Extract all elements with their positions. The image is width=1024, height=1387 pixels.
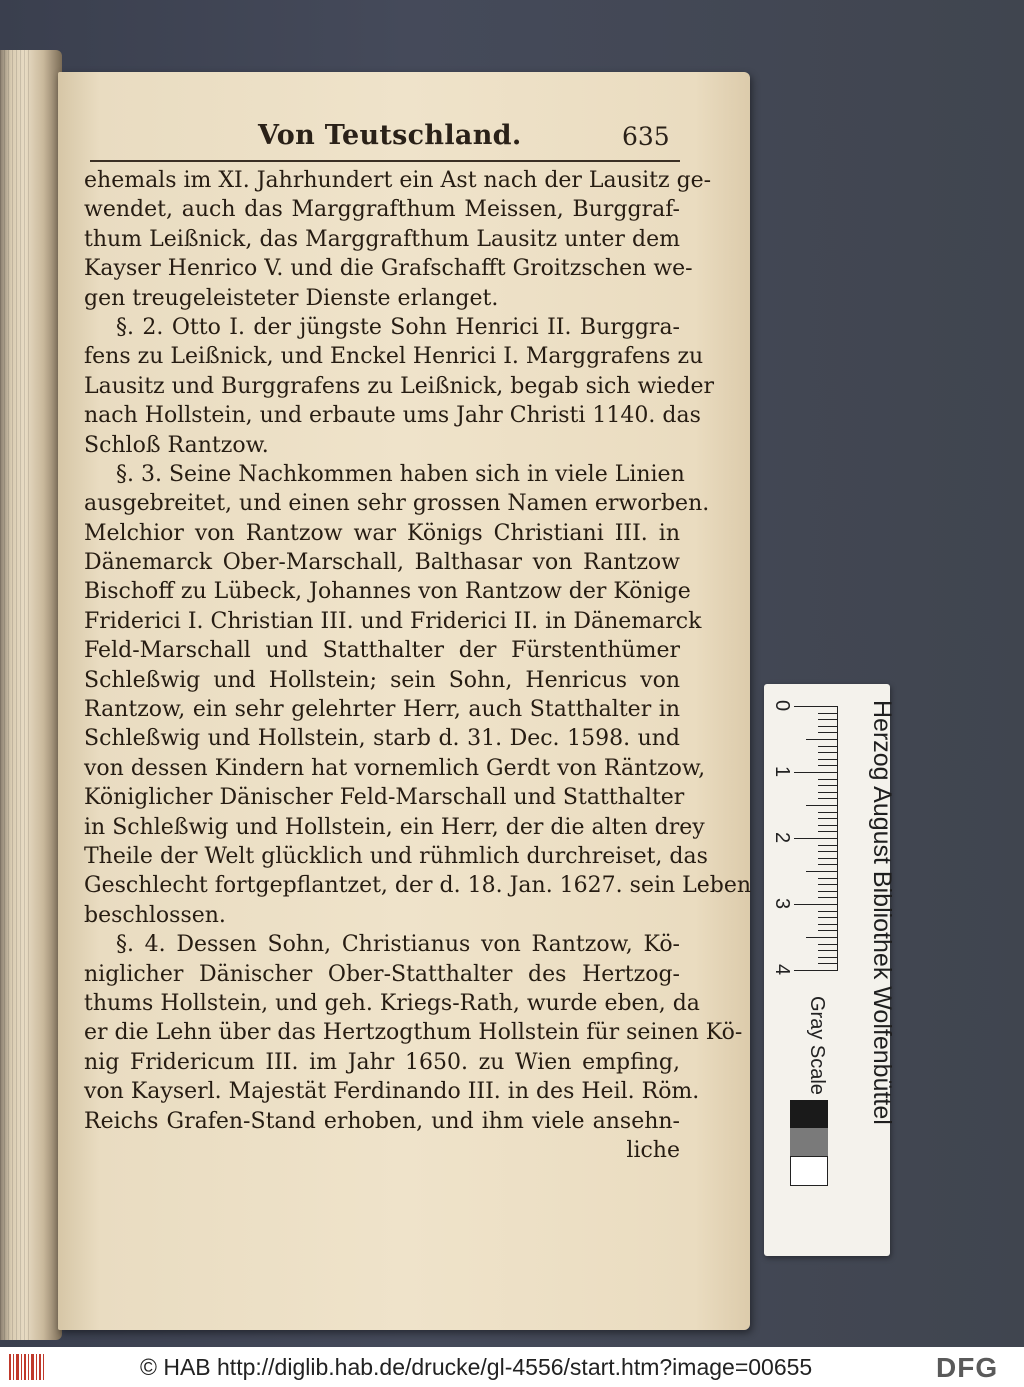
text-line: Melchior von Rantzow war Königs Christiani III. in (84, 520, 680, 546)
ruler-tick (818, 957, 838, 958)
ruler-tick (818, 732, 838, 733)
text-line: nach Hollstein, und erbaute ums Jahr Christi 1140. das (84, 403, 701, 429)
ruler-tick (806, 805, 838, 806)
page-number: 635 (622, 122, 670, 151)
ruler-tick (818, 858, 838, 859)
gray-swatch-white (790, 1156, 828, 1186)
barcode-icon (8, 1352, 48, 1382)
ruler-tick (818, 746, 838, 747)
ruler-tick (818, 930, 838, 931)
text-line: §. 2. Otto I. der jüngste Sohn Henrici II. Burggra- (116, 314, 680, 340)
text-line: ehemals im XI. Jahrhundert ein Ast nach der Lausitz ge- (84, 168, 712, 193)
ruler-tick (818, 897, 838, 898)
text-line: Schloß Rantzow. (84, 432, 269, 458)
text-line: Bischoff zu Lübeck, Johannes von Rantzow der Könige (84, 579, 691, 605)
text-line: thum Leißnick, das Marggrafthum Lausitz unter dem (84, 226, 680, 252)
text-line: von Kayserl. Majestät Ferdinando III. in des Heil. Röm. (84, 1079, 700, 1105)
ruler-tick (818, 878, 838, 879)
text-line: niglicher Dänischer Ober-Statthalter des Hertzog- (84, 961, 680, 987)
text-line: Schleßwig und Hollstein; sein Sohn, Henricus von (84, 667, 680, 693)
ruler-tick (794, 904, 838, 905)
text-line: Geschlecht fortgepflantzet, der d. 18. Jan. 1627. sein Leben (84, 873, 752, 899)
text-line: Kayser Henrico V. und die Grafschafft Groitzschen we- (84, 256, 693, 282)
left-page-edges (0, 50, 30, 1340)
text-line: Theile der Welt glücklich und rühmlich durchreiset, das (84, 843, 708, 869)
ruler-tick (818, 924, 838, 925)
gray-swatch-mid (790, 1128, 828, 1158)
text-line: §. 3. Seine Nachkommen haben sich in viele Linien (116, 461, 685, 487)
running-head: Von Teutschland. (258, 120, 522, 151)
ruler-tick (818, 825, 838, 826)
ruler-tick (806, 871, 838, 872)
text-line: gen treugeleisteter Dienste erlanget. (84, 285, 499, 311)
text-line: nig Fridericum III. im Jahr 1650. zu Wien empfing, (84, 1049, 680, 1075)
text-line: Reichs Grafen-Stand erhoben, und ihm viele ansehn- (84, 1108, 680, 1134)
ruler-tick (818, 884, 838, 885)
ruler-tick (794, 772, 838, 773)
color-card-title: Herzog August Bibliothek Wolfenbüttel (868, 700, 896, 1125)
ruler-line (837, 706, 838, 970)
ruler-tick (818, 812, 838, 813)
text-line: Dänemarck Ober-Marschall, Balthasar von Rantzow (84, 550, 680, 576)
ruler-tick (818, 713, 838, 714)
ruler-tick (794, 838, 838, 839)
ruler-tick (818, 891, 838, 892)
text-line: beschlossen. (84, 902, 226, 928)
text-line: Lausitz und Burggrafens zu Leißnick, begab sich wieder (84, 373, 714, 399)
ruler-tick (818, 719, 838, 720)
text-line: fens zu Leißnick, und Enckel Henrici I. Marggrafens zu (84, 344, 704, 370)
ruler-tick (818, 752, 838, 753)
header-rule (90, 160, 680, 162)
text-line: liche (626, 1137, 680, 1163)
body-text (84, 166, 752, 1165)
ruler-tick (818, 950, 838, 951)
dfg-logo: DFG (936, 1352, 999, 1383)
ruler-tick (818, 831, 838, 832)
text-line: Rantzow, ein sehr gelehrter Herr, auch Statthalter in (84, 697, 680, 723)
ruler-tick (818, 765, 838, 766)
ruler-number: 0 (771, 699, 794, 712)
ruler-number: 1 (771, 765, 794, 778)
text-line: Feld-Marschall und Statthalter der Fürstenthümer (84, 638, 680, 664)
gray-scale-label: Gray Scale (806, 996, 828, 1095)
ruler-tick (794, 970, 838, 971)
ruler-tick (818, 785, 838, 786)
ruler-tick (806, 937, 838, 938)
ruler-tick (818, 851, 838, 852)
ruler-number: 4 (771, 963, 794, 976)
text-line: Friderici I. Christian III. und Friderici II. in Dänemarck (84, 608, 702, 634)
ruler-tick (818, 917, 838, 918)
ruler-tick (818, 864, 838, 865)
text-line: wendet, auch das Marggrafthum Meissen, Burggraf- (84, 197, 680, 223)
text-line: ausgebreitet, und einen sehr grossen Namen erworben. (84, 491, 710, 517)
ruler-tick (818, 911, 838, 912)
ruler-tick (806, 739, 838, 740)
text-line: thums Hollstein, und geh. Kriegs-Rath, wurde eben, da (84, 990, 700, 1016)
text-line: Königlicher Dänischer Feld-Marschall und Statthalter (84, 785, 685, 811)
gray-swatch-black (790, 1100, 828, 1130)
ruler-tick (818, 792, 838, 793)
text-line: er die Lehn über das Hertzogthum Hollstein für seinen Kö- (84, 1020, 743, 1046)
text-line: §. 4. Dessen Sohn, Christianus von Rantzow, Kö- (116, 932, 680, 958)
ruler-tick (818, 845, 838, 846)
ruler-tick (818, 726, 838, 727)
ruler-number: 2 (771, 831, 794, 844)
ruler-number: 3 (771, 897, 794, 910)
text-line: von dessen Kindern hat vornemlich Gerdt von Räntzow, (84, 755, 706, 781)
ruler-tick (818, 779, 838, 780)
copyright-text: © HAB http://diglib.hab.de/drucke/gl-4556/start.htm?image=00655 (140, 1354, 813, 1380)
ruler-tick (818, 798, 838, 799)
ruler-tick (818, 963, 838, 964)
text-line: in Schleßwig und Hollstein, ein Herr, der die alten drey (84, 814, 705, 840)
text-line: Schleßwig und Hollstein, starb d. 31. Dec. 1598. und (84, 726, 680, 752)
ruler-tick (818, 944, 838, 945)
ruler-tick (818, 759, 838, 760)
ruler-tick (818, 818, 838, 819)
ruler (771, 698, 838, 988)
ruler-tick (794, 706, 838, 707)
